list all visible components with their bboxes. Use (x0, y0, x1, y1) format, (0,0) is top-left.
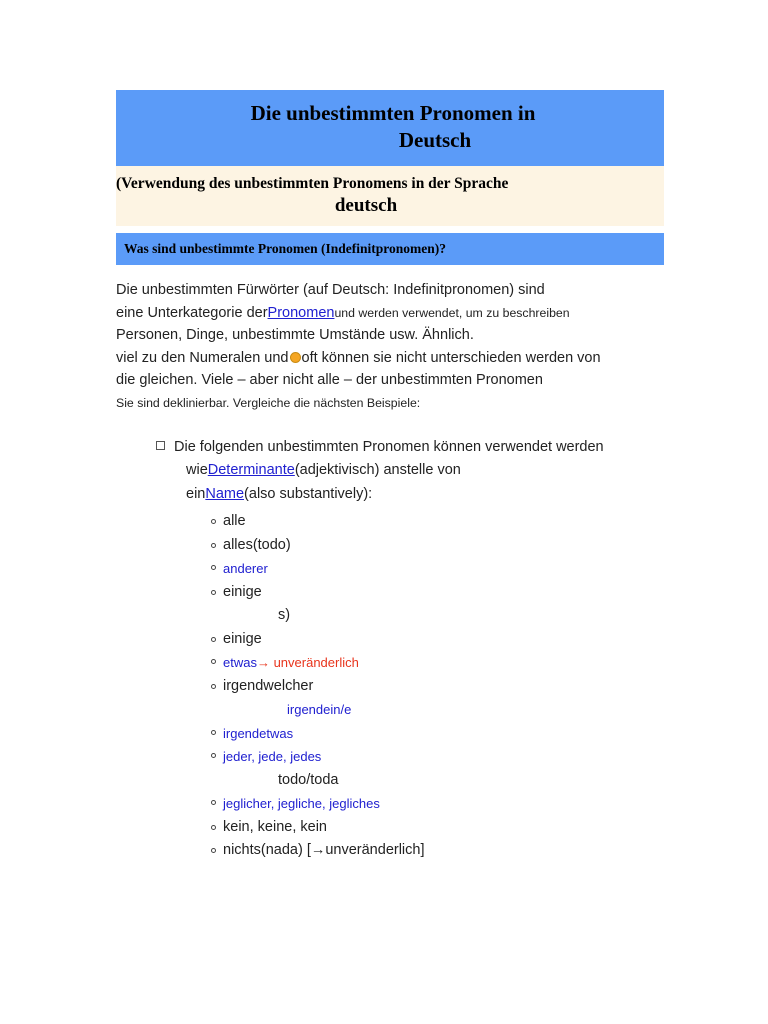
bullet-dot-icon (290, 352, 301, 363)
circle-bullet-icon (211, 543, 216, 548)
circle-bullet-icon (211, 590, 216, 595)
list-item-label: etwas (223, 655, 257, 670)
pronoun-list (211, 510, 666, 863)
paragraph-line-6: Sie sind deklinierbar. Vergleiche die nächsten Beispiele: (116, 395, 421, 410)
determinante-link[interactable]: Determinante (207, 462, 295, 478)
list-item-label: kein, keine, kein (223, 818, 327, 835)
paragraph-text-6: oft können sie nicht unterschieden werden von (301, 349, 601, 366)
list-item-label: anderer (223, 561, 268, 576)
circle-bullet-icon (211, 753, 216, 758)
list-item-continuation: s) (278, 607, 291, 623)
bullet-line-2-post: (adjektivisch) anstelle von (294, 462, 461, 478)
circle-bullet-icon (211, 848, 216, 853)
list-item-label: alles(todo) (223, 536, 291, 553)
bullet-block (156, 436, 666, 863)
bullet-line-1-text: Die folgenden unbestimmten Pronomen können verwendet werden (174, 439, 604, 455)
list-item-label: einige (223, 630, 262, 647)
paragraph-text-2: eine Unterkategorie der (116, 304, 268, 321)
bullet-line-3 (186, 483, 666, 507)
list-item (211, 839, 666, 863)
circle-bullet-icon (211, 659, 216, 664)
list-item (211, 534, 666, 558)
circle-bullet-icon (211, 565, 216, 570)
paragraph-line-5: die gleichen. Viele – aber nicht alle – der unbestimmten Pronomen (116, 372, 543, 388)
section-heading-bar (116, 233, 664, 265)
spacer (116, 226, 664, 233)
circle-bullet-icon (211, 800, 216, 805)
list-item-label: jeder, jede, jedes (223, 749, 322, 764)
subtitle-box (116, 166, 664, 226)
bullet-line-1 (156, 436, 666, 459)
paragraph-line-1: Die unbestimmten Fürwörter (auf Deutsch: Indefinitpronomen) sind (116, 282, 545, 298)
pronomen-link[interactable]: Pronomen (267, 304, 335, 321)
list-item-continuation: irgendein/e (287, 702, 352, 717)
bullet-line-3-post: (also substantively): (244, 485, 373, 502)
title-banner (116, 90, 664, 166)
list-item-continuation: todo/toda (278, 771, 339, 788)
circle-bullet-icon (211, 637, 216, 642)
circle-bullet-icon (211, 730, 216, 735)
subtitle-line2: deutsch (334, 195, 398, 216)
list-item (211, 745, 666, 769)
list-item (211, 581, 666, 605)
paragraph-line-4 (116, 347, 664, 370)
list-item (211, 816, 666, 840)
list-item (211, 510, 666, 534)
page-title-line1: Die unbestimmten Pronomen in (250, 101, 536, 125)
list-item-label: jeglicher, jegliche, jegliches (223, 796, 380, 811)
list-item-label: nichts(nada) [→unveränderlich] (223, 842, 425, 858)
paragraph-line-3: Personen, Dinge, unbestimmte Umstände usw. Ähnlich. (116, 327, 474, 343)
intro-paragraph (116, 279, 664, 414)
list-item (211, 651, 666, 675)
list-item-annotation: → unveränderlich (256, 655, 359, 670)
paragraph-line-2 (116, 302, 664, 325)
subtitle-line1: (Verwendung des unbestimmten Pronomens in der Sprache (116, 175, 509, 192)
document-content (116, 90, 664, 863)
square-bullet-icon (156, 441, 165, 450)
paragraph-text-5: viel zu den Numeralen und (116, 349, 289, 366)
bullet-line-2 (186, 459, 666, 483)
name-link[interactable]: Name (205, 485, 245, 502)
circle-bullet-icon (211, 519, 216, 524)
paragraph-text-3: und werden verwendet, um zu beschreiben (334, 305, 570, 320)
list-item-label: irgendetwas (223, 725, 294, 741)
list-item-label: einige (223, 583, 262, 600)
list-item (211, 557, 666, 581)
list-item-label: alle (223, 513, 246, 529)
bullet-line-3-pre: ein (186, 485, 206, 502)
list-item (211, 722, 666, 746)
list-item (211, 628, 666, 652)
list-item (211, 675, 666, 699)
bullet-line-2-pre: wie (186, 462, 208, 478)
list-item-label: irgendwelcher (223, 677, 314, 694)
circle-bullet-icon (211, 825, 216, 830)
page-title-line2: Deutsch (398, 128, 472, 152)
circle-bullet-icon (211, 684, 216, 689)
section-heading-text: Was sind unbestimmte Pronomen (Indefinitpronomen)? (124, 241, 447, 256)
list-item (211, 792, 666, 816)
